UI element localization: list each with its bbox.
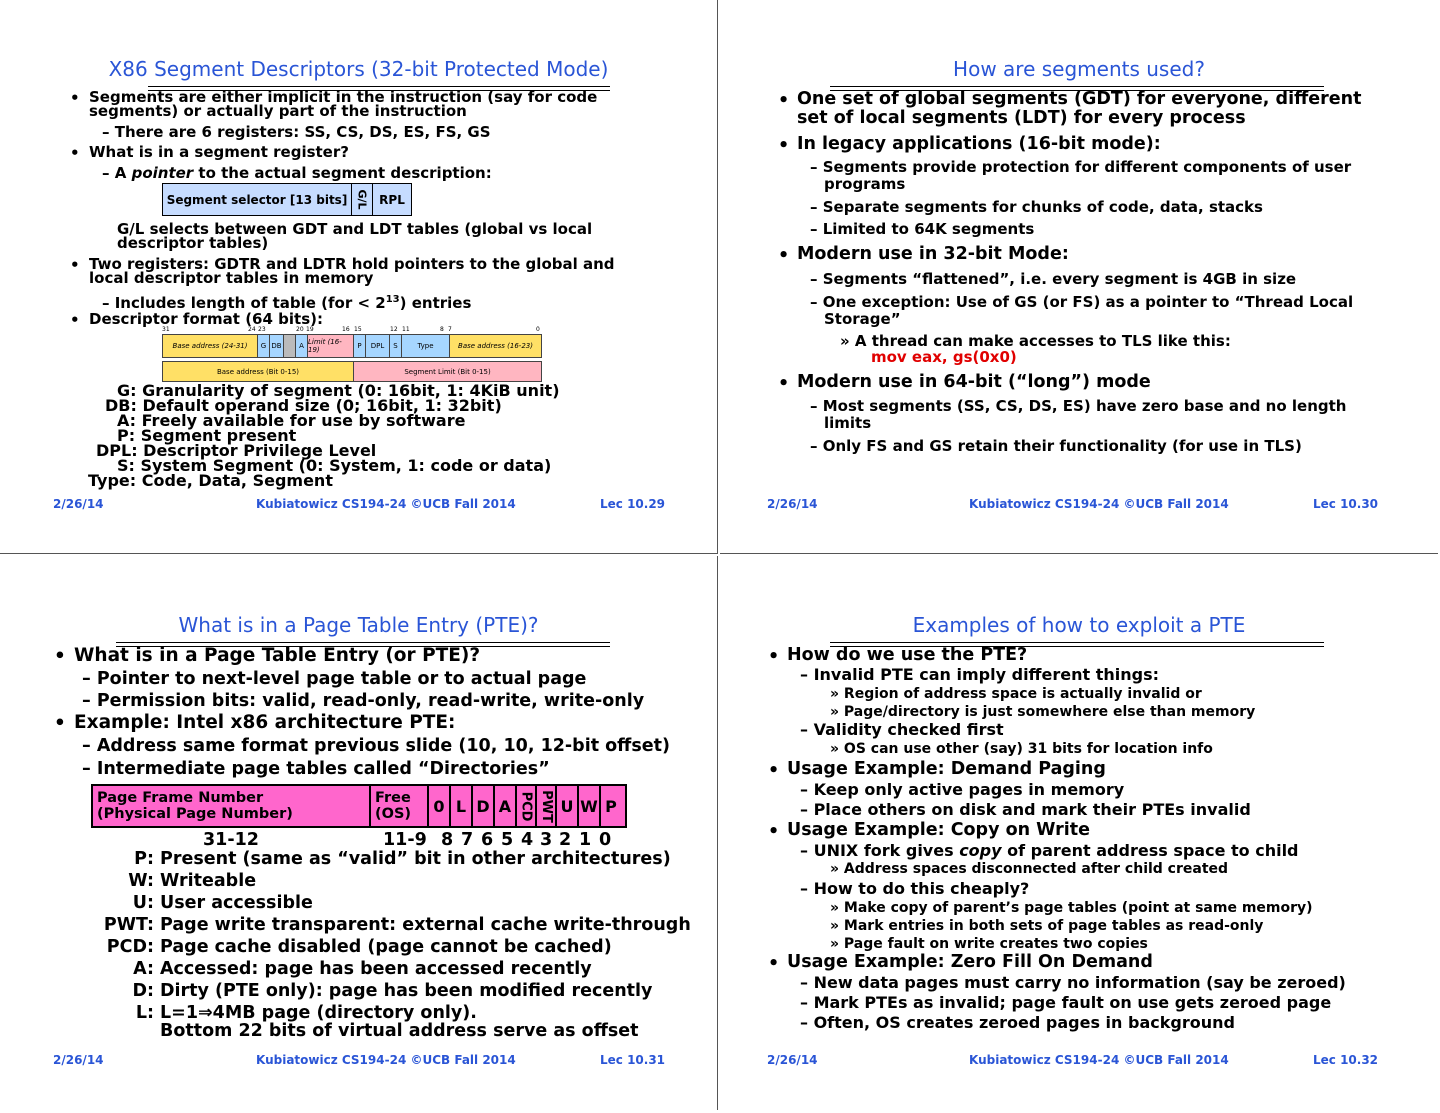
field-label: PWT [538, 789, 554, 823]
text-line: – Limited to 64K segments [810, 220, 1035, 238]
slide-10-29 [0, 0, 718, 554]
footer-date: 2/26/14 [767, 497, 818, 511]
text-line: – Keep only active pages in memory [800, 780, 1125, 799]
text-line: » Region of address space is actually invalid or [830, 686, 1202, 702]
slide-title: Examples of how to exploit a PTE [912, 613, 1246, 637]
slide-10-31 [0, 556, 718, 1110]
descriptor-high-row [162, 334, 542, 358]
text-line: Descriptor format (64 bits): [89, 310, 323, 328]
pcd-bit-field [517, 786, 537, 826]
text-line: programs [824, 175, 906, 193]
field-label: Free [375, 790, 411, 806]
text-line: One set of global segments (GDT) for everyone, different [797, 89, 1362, 109]
text-line: Modern use in 32-bit Mode: [797, 244, 1069, 264]
legend-value: Page write transparent: external cache write-through [160, 915, 691, 935]
legend-line: G: Granularity of segment (0: 16bit, 1: 4KiB unit) [117, 381, 560, 400]
text-line: Example: Intel x86 architecture PTE: [74, 712, 456, 733]
emphasis-text: pointer [131, 164, 194, 182]
legend-key: PCD: [106, 937, 154, 957]
field-label: Limit (16-19) [308, 338, 342, 354]
p-field: P [353, 335, 365, 357]
limit-16-19-field [307, 335, 353, 357]
text-line: limits [824, 414, 872, 432]
bullet-dot: • [54, 646, 66, 667]
bit-label: 7 [461, 830, 474, 850]
text-line: – New data pages must carry no information (say be zeroed) [800, 973, 1346, 992]
bullet-dot: • [768, 822, 780, 842]
text-span: – A [102, 164, 127, 182]
text-line: Usage Example: Zero Fill On Demand [787, 952, 1153, 972]
text-line: » Page fault on write creates two copies [830, 936, 1148, 952]
bullet-dot: • [768, 954, 780, 974]
db-field: DB [269, 335, 283, 357]
bit-label: 8 [441, 830, 454, 850]
text-line: Usage Example: Copy on Write [787, 820, 1091, 840]
footer-lecture: Lec 10.31 [600, 1053, 666, 1067]
legend-value: User accessible [160, 893, 313, 913]
footer-course: Kubiatowicz CS194-24 ©UCB Fall 2014 [256, 497, 516, 511]
text-line: – Often, OS creates zeroed pages in background [800, 1013, 1235, 1032]
text-line [800, 843, 1299, 859]
bullet-dot: • [54, 713, 66, 734]
bit-ticks [162, 326, 542, 334]
base-0-15-field: Base address (Bit 0-15) [163, 362, 353, 381]
text-line: » Make copy of parent’s page tables (point at same memory) [830, 900, 1313, 916]
footer-course: Kubiatowicz CS194-24 ©UCB Fall 2014 [256, 1053, 516, 1067]
text-line: – How to do this cheaply? [800, 879, 1030, 898]
text-line: Usage Example: Demand Paging [787, 759, 1106, 779]
a-bit-field: A [495, 786, 517, 826]
bit-label: 6 [481, 830, 494, 850]
text-line: » A thread can make accesses to TLS like this: [840, 332, 1231, 350]
footer-date: 2/26/14 [53, 1053, 104, 1067]
tick-label: 7 [448, 326, 452, 333]
descriptor-format-diagram [162, 326, 542, 382]
bit-label: 11-9 [383, 830, 427, 850]
footer-course: Kubiatowicz CS194-24 ©UCB Fall 2014 [969, 1053, 1229, 1067]
text-line: – Mark PTEs as invalid; page fault on use gets zeroed page [800, 993, 1332, 1012]
pte-bit-labels [91, 831, 623, 849]
text-line [102, 292, 471, 311]
slide-10-32 [720, 556, 1438, 1110]
footer-lecture: Lec 10.29 [600, 497, 666, 511]
field-label: PCD [518, 791, 534, 821]
legend-value: Bottom 22 bits of virtual address serve as offset [160, 1021, 639, 1041]
text-line: – Place others on disk and mark their PTEs invalid [800, 800, 1251, 819]
text-line: Storage” [824, 310, 901, 328]
tick-label: 11 [402, 326, 410, 333]
free-os-field [371, 786, 429, 826]
legend-key: PWT: [103, 915, 154, 935]
text-line: segments) or actually part of the instruction [89, 102, 467, 120]
text-line: – Separate segments for chunks of code, data, stacks [810, 198, 1263, 216]
segment-selector-diagram [162, 183, 412, 216]
legend-line: P: Segment present [117, 426, 297, 445]
tick-label: 23 [258, 326, 266, 333]
bullet-dot: • [768, 761, 780, 781]
page-frame-field [93, 786, 371, 826]
s-field: S [389, 335, 401, 357]
bullet-dot: • [70, 89, 80, 107]
text-line: – Pointer to next-level page table or to actual page [82, 669, 587, 689]
bit-label: 0 [599, 830, 612, 850]
text-line: Segments are either implicit in the instruction (say for code [89, 88, 598, 106]
slide-title: X86 Segment Descriptors (32-bit Protected Mode) [108, 57, 609, 81]
pte-format-diagram [91, 784, 627, 828]
base-16-23-field [449, 335, 541, 357]
legend-value: Dirty (PTE only): page has been modified recently [160, 981, 653, 1001]
legend-value: L=1⇒4MB page (directory only). [160, 1003, 477, 1023]
legend-key: P: [134, 849, 154, 869]
text-line: – Segments “flattened”, i.e. every segment is 4GB in size [810, 270, 1297, 288]
text-line: set of local segments (LDT) for every process [797, 108, 1246, 128]
bit-label: 2 [559, 830, 572, 850]
tick-label: 8 [440, 326, 444, 333]
text-span: – UNIX fork gives [800, 841, 954, 860]
text-line: » Address spaces disconnected after child created [830, 861, 1229, 877]
text-span: to the actual segment description: [198, 164, 492, 182]
tick-label: 24 [248, 326, 256, 333]
tick-label: 0 [536, 326, 540, 333]
text-line: – There are 6 registers: SS, CS, DS, ES, FS, GS [102, 123, 491, 141]
text-line: – One exception: Use of GS (or FS) as a pointer to “Thread Local [810, 293, 1354, 311]
tick-label: 12 [390, 326, 398, 333]
reserved-field [283, 335, 295, 357]
footer-course: Kubiatowicz CS194-24 ©UCB Fall 2014 [969, 497, 1229, 511]
text-line: – Address same format previous slide (10, 10, 12-bit offset) [82, 736, 671, 756]
text-line: What is in a segment register? [89, 143, 349, 161]
text-line: – Only FS and GS retain their functionality (for use in TLS) [810, 437, 1302, 455]
legend-key: L: [135, 1003, 154, 1023]
legend-value: Accessed: page has been accessed recently [160, 959, 592, 979]
text-line: » Mark entries in both sets of page tables as read-only [830, 918, 1264, 934]
tick-label: 15 [354, 326, 362, 333]
bullet-dot: • [778, 91, 790, 111]
text-line: – Intermediate page tables called “Directories” [82, 759, 550, 779]
field-label: Page Frame Number [97, 790, 264, 806]
slide-10-30 [720, 0, 1438, 554]
text-line: Modern use in 64-bit (“long”) mode [797, 372, 1151, 392]
text-span: of parent address space to child [1007, 841, 1299, 860]
segment-selector-field: Segment selector [13 bits] [163, 184, 352, 215]
slide-title: How are segments used? [953, 57, 1205, 81]
text-line: – Segments provide protection for different components of user [810, 158, 1352, 176]
gl-field [352, 184, 373, 215]
dpl-field: DPL [365, 335, 389, 357]
pwt-bit-field [537, 786, 557, 826]
text-line: local descriptor tables in memory [89, 269, 374, 287]
legend-value: Writeable [160, 871, 257, 891]
field-label: (Physical Page Number) [97, 806, 293, 822]
bullet-dot: • [778, 136, 790, 156]
field-label: Base address (16-23) [458, 342, 533, 350]
legend-key: W: [128, 871, 154, 891]
text-line: » Page/directory is just somewhere else than memory [830, 704, 1256, 720]
text-line: – Invalid PTE can imply different things: [800, 665, 1159, 684]
bullet-dot: • [70, 256, 80, 274]
bullet-dot: • [778, 246, 790, 266]
type-field: Type [401, 335, 449, 357]
text-line: In legacy applications (16-bit mode): [797, 134, 1161, 154]
code-example: mov eax, gs(0x0) [871, 348, 1017, 366]
d-bit-field: D [473, 786, 495, 826]
legend-key: D: [132, 981, 154, 1001]
text-line: What is in a Page Table Entry (or PTE)? [74, 645, 481, 666]
slide-title: What is in a Page Table Entry (PTE)? [178, 613, 539, 637]
g-field: G [257, 335, 269, 357]
legend-line: A: Freely available for use by software [117, 411, 466, 430]
legend-value: Page cache disabled (page cannot be cached) [160, 937, 612, 957]
text-line [102, 166, 492, 181]
superscript: 13 [385, 294, 400, 305]
footer-date: 2/26/14 [53, 497, 104, 511]
legend-line: DB: Default operand size (0; 16bit, 1: 32bit) [105, 396, 502, 415]
legend-line: Type: Code, Data, Segment [88, 471, 333, 490]
tick-label: 31 [162, 326, 170, 333]
w-bit-field: W [579, 786, 601, 826]
bullet-dot: • [768, 647, 780, 667]
bit-label: 4 [521, 830, 534, 850]
text-line: G/L selects between GDT and LDT tables (global vs local [117, 220, 593, 238]
legend-line: S: System Segment (0: System, 1: code or data) [117, 456, 552, 475]
base-24-31-field [163, 335, 257, 357]
rpl-field: RPL [379, 192, 405, 207]
bit-label: 3 [540, 830, 553, 850]
limit-0-15-field: Segment Limit (Bit 0-15) [353, 362, 541, 381]
footer-date: 2/26/14 [767, 1053, 818, 1067]
p-bit-field: P [605, 796, 617, 816]
legend-line: DPL: Descriptor Privilege Level [96, 441, 377, 460]
text-line: – Permission bits: valid, read-only, read-write, write-only [82, 691, 645, 711]
text-span: ) entries [399, 294, 472, 312]
emphasis-text: copy [959, 841, 1002, 860]
gl-label: G/L [355, 189, 369, 210]
bit-label: 1 [579, 830, 592, 850]
bit-8-field: 0 [429, 786, 451, 826]
legend-value: Present (same as “valid” bit in other architectures) [160, 849, 671, 869]
legend-key: A: [133, 959, 154, 979]
u-bit-field: U [557, 786, 579, 826]
l-bit-field: L [451, 786, 473, 826]
field-label: Base address (24-31) [172, 342, 248, 350]
descriptor-low-row [162, 361, 542, 382]
tick-label: 20 [296, 326, 304, 333]
tick-label: 16 [342, 326, 350, 333]
tick-label: 19 [306, 326, 314, 333]
text-line: Two registers: GDTR and LDTR hold pointers to the global and [89, 255, 615, 273]
text-line: – Most segments (SS, CS, DS, ES) have zero base and no length [810, 397, 1347, 415]
bullet-dot: • [70, 311, 80, 329]
bit-label: 5 [501, 830, 514, 850]
text-line: – Validity checked first [800, 720, 1004, 739]
bullet-dot: • [70, 144, 80, 162]
field-label: (OS) [375, 806, 412, 822]
text-line: » OS can use other (say) 31 bits for location info [830, 741, 1213, 757]
bit-label: 31-12 [203, 830, 259, 850]
text-line: descriptor tables) [117, 234, 269, 252]
a-field: A [295, 335, 307, 357]
text-span: – Includes length of table (for < 2 [102, 294, 386, 312]
text-line: How do we use the PTE? [787, 645, 1028, 665]
bullet-dot: • [778, 374, 790, 394]
footer-lecture: Lec 10.32 [1313, 1053, 1379, 1067]
footer-lecture: Lec 10.30 [1313, 497, 1379, 511]
legend-key: U: [132, 893, 154, 913]
